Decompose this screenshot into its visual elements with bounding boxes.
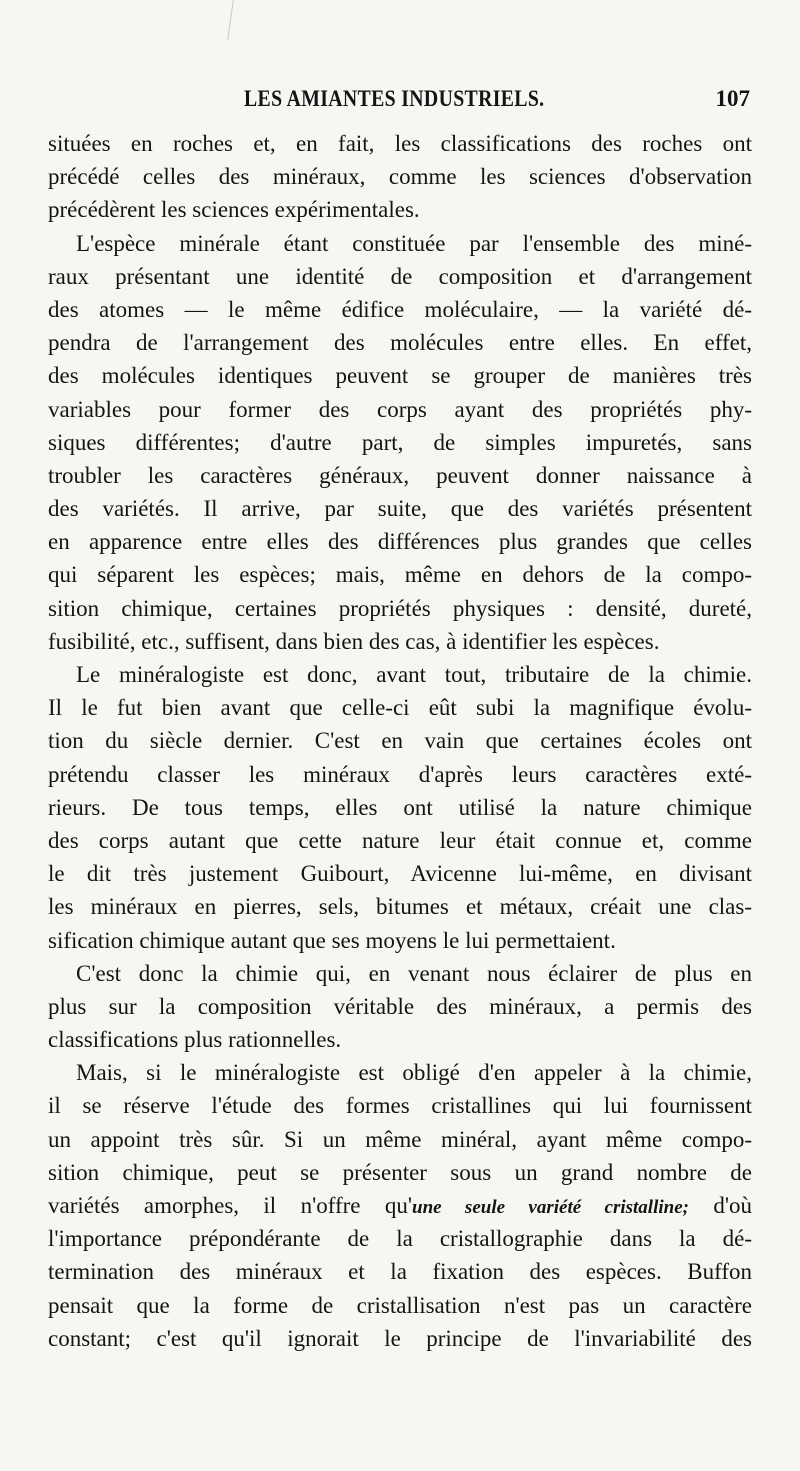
text-line: Mais, si le minéralogiste est obligé d'en appeler à la chimie, bbox=[76, 1060, 752, 1086]
text-line: des variétés. Il arrive, par suite, que des variétés présentent bbox=[48, 496, 752, 522]
text-line: en apparence entre elles des différences plus grandes que celles bbox=[48, 529, 752, 555]
text-line: tion du siècle dernier. C'est en vain que certaines écoles ont bbox=[48, 728, 752, 754]
text-line: qui séparent les espèces; mais, même en dehors de la compo- bbox=[48, 562, 752, 588]
body-text bbox=[48, 127, 752, 1355]
text-line: constant; c'est qu'il ignorait le principe de l'invariabilité des bbox=[48, 1325, 752, 1351]
text-line: précédé celles des minéraux, comme les sciences d'observation bbox=[48, 164, 752, 190]
text-line: troubler les caractères généraux, peuvent donner naissance à bbox=[48, 462, 752, 488]
text-segment: variétés amorphes, il n'offre qu' bbox=[48, 1193, 412, 1218]
text-line: termination des minéraux et la fixation des espèces. Buffon bbox=[48, 1259, 752, 1285]
text-line: fusibilité, etc., suffisent, dans bien des cas, à identifier les espèces. bbox=[48, 628, 660, 654]
running-head: LES AMIANTES INDUSTRIELS. bbox=[244, 86, 545, 111]
text-line: sition chimique, certaines propriétés physiques : densité, dureté, bbox=[48, 595, 752, 621]
text-line: le dit très justement Guibourt, Avicenne lui-même, en divisant bbox=[48, 861, 752, 887]
text-line: les minéraux en pierres, sels, bitumes et métaux, créait une clas- bbox=[48, 894, 752, 920]
text-line: situées en roches et, en fait, les classifications des roches ont bbox=[48, 131, 752, 156]
text-line: plus sur la composition véritable des minéraux, a permis des bbox=[48, 993, 752, 1019]
text-line: pensait que la forme de cristallisation n'est pas un caractère bbox=[48, 1292, 752, 1318]
page-number: 107 bbox=[715, 86, 750, 111]
text-line: siques différentes; d'autre part, de simples impuretés, sans bbox=[48, 429, 752, 455]
page-header bbox=[48, 86, 752, 116]
text-line bbox=[48, 1189, 752, 1222]
text-line: précédèrent les sciences expérimentales. bbox=[48, 197, 420, 223]
text-line: des atomes — le même édifice moléculaire, — la variété dé- bbox=[48, 296, 752, 322]
text-line: sification chimique autant que ses moyens le lui permettaient. bbox=[48, 927, 616, 953]
text-line: rieurs. De tous temps, elles ont utilisé la nature chimique bbox=[48, 794, 752, 820]
text-line: classifications plus rationnelles. bbox=[48, 1027, 342, 1053]
text-line: Le minéralogiste est donc, avant tout, tributaire de la chimie. bbox=[76, 662, 752, 687]
text-line: un appoint très sûr. Si un même minéral, ayant même compo- bbox=[48, 1126, 752, 1152]
text-line: il se réserve l'étude des formes cristallines qui lui fournissent bbox=[48, 1093, 752, 1119]
text-line: variables pour former des corps ayant des propriétés phy- bbox=[48, 396, 752, 422]
text-line: pendra de l'arrangement des molécules entre elles. En effet, bbox=[48, 330, 752, 356]
text-line: L'espèce minérale étant constituée par l'ensemble des miné- bbox=[76, 230, 752, 256]
text-line: des corps autant que cette nature leur était connue et, comme bbox=[48, 827, 752, 853]
text-line: l'importance prépondérante de la cristallographie dans la dé- bbox=[48, 1226, 752, 1252]
text-segment: d'où bbox=[688, 1193, 752, 1218]
emphasis-text: une seule variété cristalline; bbox=[412, 1197, 689, 1218]
text-line: Il le fut bien avant que celle-ci eût subi la magnifique évolu- bbox=[48, 695, 752, 721]
text-line: prétendu classer les minéraux d'après leurs caractères exté- bbox=[48, 761, 752, 787]
page-edge-mark bbox=[227, 0, 234, 40]
text-line: sition chimique, peut se présenter sous un grand nombre de bbox=[48, 1159, 752, 1185]
text-line: raux présentant une identité de composition et d'arrangement bbox=[48, 263, 752, 289]
text-line: des molécules identiques peuvent se grouper de manières très bbox=[48, 363, 752, 389]
text-line: C'est donc la chimie qui, en venant nous éclairer de plus en bbox=[76, 960, 752, 986]
